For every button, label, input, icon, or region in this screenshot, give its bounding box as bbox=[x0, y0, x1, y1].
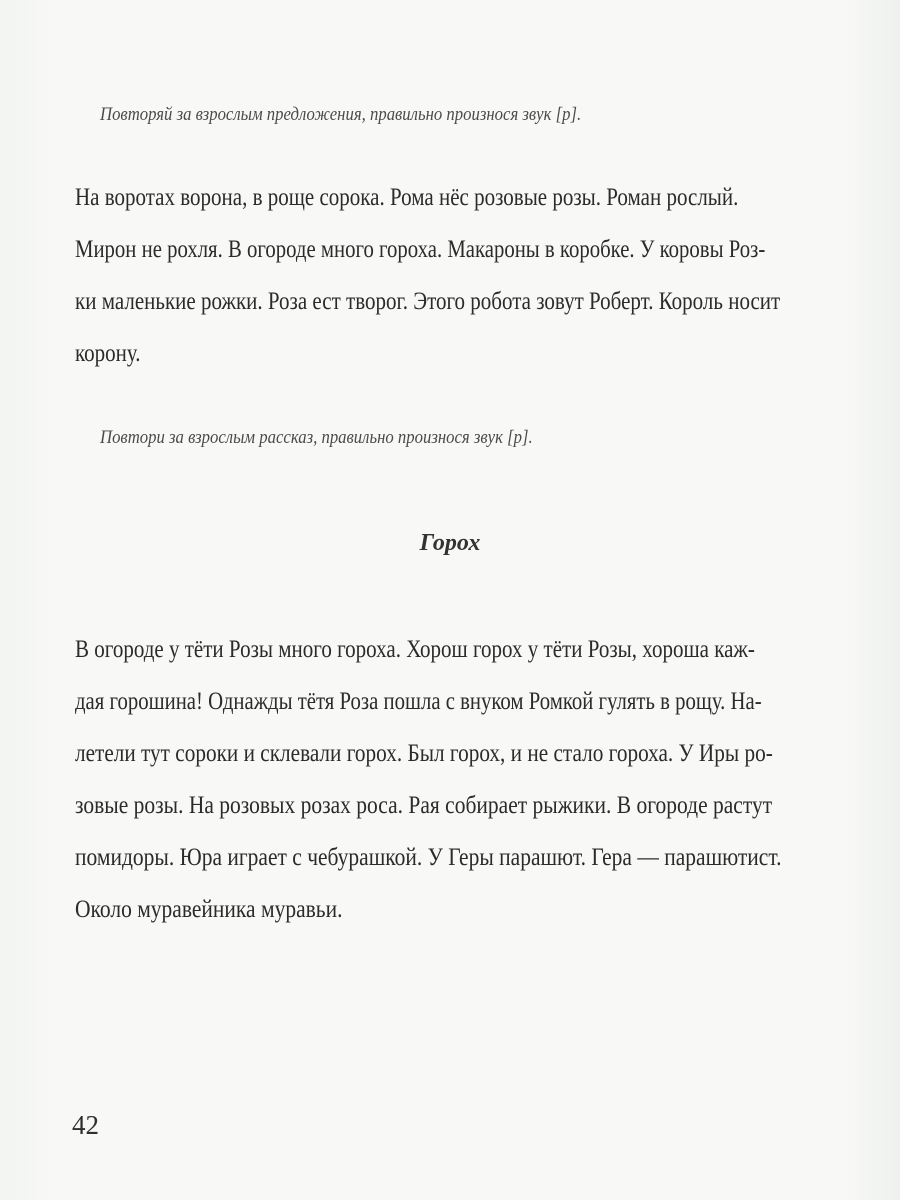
story-line: дая горошина! Однажды тётя Роза пошла с внуком Ромкой гулять в рощу. На- bbox=[75, 688, 762, 715]
story-paragraph bbox=[75, 624, 845, 936]
instruction-story: Повтори за взрослым рассказ, правильно произнося звук [р]. bbox=[100, 427, 533, 448]
paragraph-line: На воротах ворона, в роще сорока. Рома нёс розовые розы. Роман рослый. bbox=[75, 184, 739, 211]
paragraph-line: корону. bbox=[75, 340, 141, 367]
instruction-sentences: Повторяй за взрослым предложения, правильно произнося звук [р]. bbox=[100, 104, 582, 125]
page-number: 42 bbox=[72, 1110, 99, 1140]
story-title: Горох bbox=[419, 530, 481, 556]
story-line: зовые розы. На розовых розах роса. Рая собирает рыжики. В огороде растут bbox=[75, 792, 773, 819]
story-line: летели тут сороки и склевали горох. Был горох, и не стало гороха. У Иры ро- bbox=[75, 740, 773, 767]
sentences-paragraph bbox=[75, 172, 845, 380]
paragraph-line: ки маленькие рожки. Роза ест творог. Этого робота зовут Роберт. Король носит bbox=[75, 288, 781, 315]
paragraph-line: Мирон не рохля. В огороде много гороха. Макароны в коробке. У коровы Роз- bbox=[75, 236, 766, 263]
story-line: В огороде у тёти Розы много гороха. Хорош горох у тёти Розы, хороша каж- bbox=[75, 636, 755, 663]
story-line: помидоры. Юра играет с чебурашкой. У Геры парашют. Гера — парашютист. bbox=[75, 844, 782, 871]
story-line: Около муравейника муравьи. bbox=[75, 896, 343, 923]
